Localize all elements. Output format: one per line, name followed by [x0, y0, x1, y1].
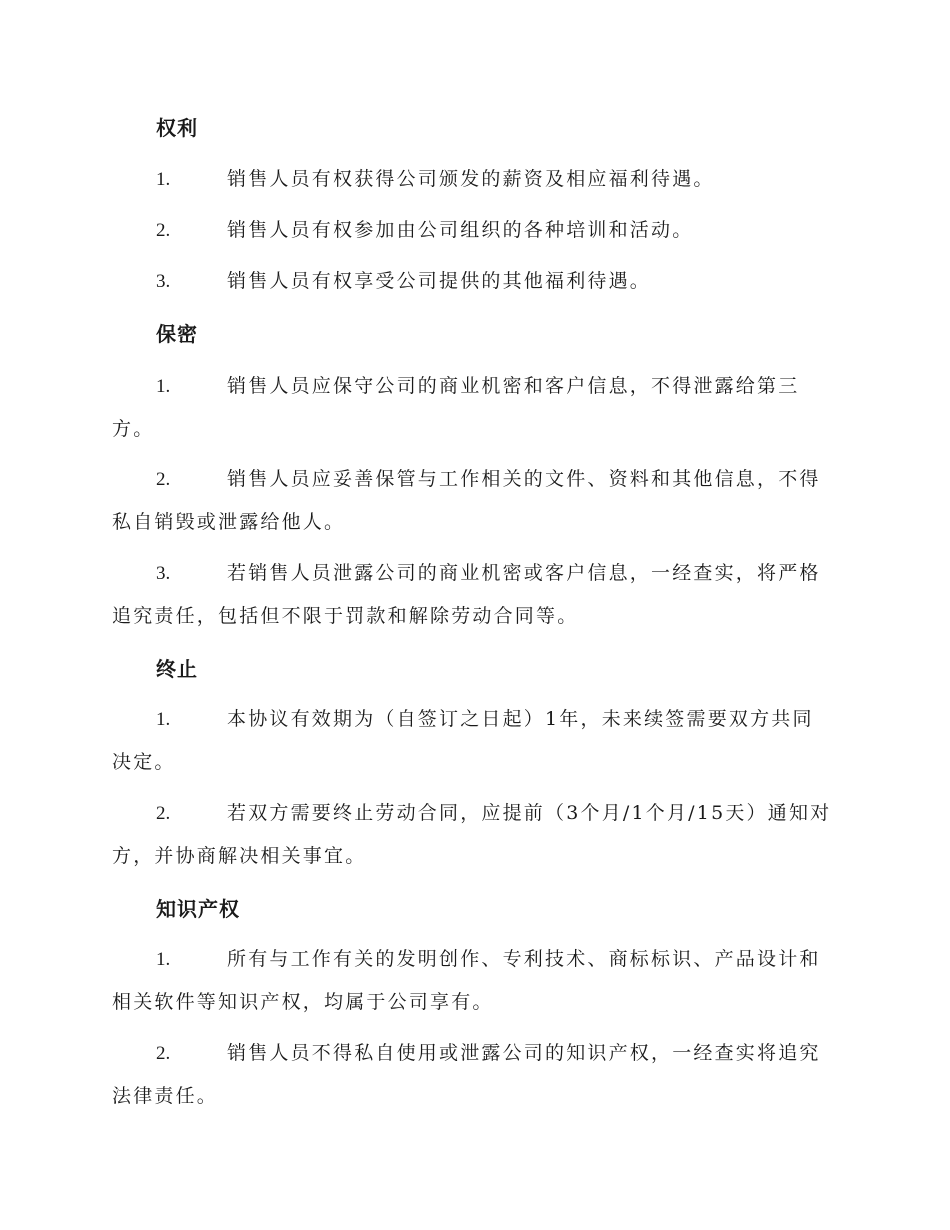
item-number: 1. [156, 949, 171, 970]
item-text: 销售人员有权享受公司提供的其他福利待遇。 [227, 270, 652, 292]
item-number: 1. [156, 376, 171, 397]
item-number: 1. [156, 709, 171, 730]
list-item [112, 1032, 834, 1117]
list-item [112, 260, 834, 303]
list-item [112, 698, 834, 783]
item-text: 本协议有效期为（自签订之日起）1年，未来续签需要双方共同决定。 [112, 708, 814, 773]
item-text: 销售人员应保守公司的商业机密和客户信息，不得泄露给第三方。 [112, 375, 800, 440]
list-item [112, 792, 834, 877]
item-text: 若销售人员泄露公司的商业机密或客户信息，一经查实，将严格追究责任，包括但不限于罚款和解除劳动合同等。 [112, 562, 821, 627]
item-number: 1. [156, 169, 171, 190]
section-heading-rights: 权利 [156, 116, 198, 140]
item-text: 若双方需要终止劳动合同，应提前（3个月/1个月/15天）通知对方，并协商解决相关事宜。 [112, 802, 832, 867]
item-text: 所有与工作有关的发明创作、专利技术、商标标识、产品设计和相关软件等知识产权，均属于公司享有。 [112, 948, 821, 1013]
item-number: 2. [156, 469, 171, 490]
item-number: 2. [156, 1043, 171, 1064]
list-item [112, 938, 834, 1023]
item-text: 销售人员应妥善保管与工作相关的文件、资料和其他信息，不得私自销毁或泄露给他人。 [112, 468, 821, 533]
list-item [112, 552, 834, 637]
item-text: 销售人员有权获得公司颁发的薪资及相应福利待遇。 [227, 168, 715, 190]
item-number: 3. [156, 271, 171, 292]
list-item [112, 158, 834, 201]
item-number: 2. [156, 220, 171, 241]
section-heading-confidentiality: 保密 [156, 322, 198, 346]
list-item [112, 365, 834, 450]
item-text: 销售人员不得私自使用或泄露公司的知识产权，一经查实将追究法律责任。 [112, 1042, 821, 1107]
item-text: 销售人员有权参加由公司组织的各种培训和活动。 [227, 219, 694, 241]
section-heading-intellectual-property: 知识产权 [156, 897, 240, 921]
list-item [112, 209, 834, 252]
list-item [112, 458, 834, 543]
item-number: 2. [156, 803, 171, 824]
item-number: 3. [156, 563, 171, 584]
section-heading-termination: 终止 [156, 657, 198, 681]
